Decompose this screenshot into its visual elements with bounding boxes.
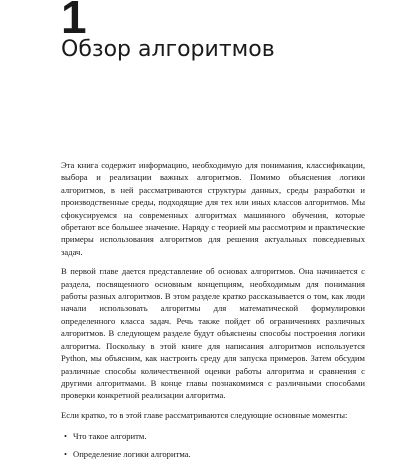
list-item-text: Что такое алгоритм. xyxy=(73,431,147,442)
list-item-text: Определение логики алгоритма. xyxy=(73,448,191,459)
bullet-icon: • xyxy=(64,448,68,459)
chapter-title: Обзор алгоритмов xyxy=(61,37,275,62)
chapter-overview-paragraph: В первой главе дается представление об основах алгоритмов. Она начинается с раздела, посвященного основным концепциям, необходимым для понимания работы разных алгоритмов. В этом разделе кратко рассказывается о том, как люди начали использовать алгоритмы для математической формулировки определенного класса задач. Речь также пойдет об ограничениях различных алгоритмов. В следующем разделе будут объяснены способы построения логики алгоритма. Поскольку в этой книге для написания алгоритмов используется Python, мы объясним, как настроить среду для запуска примеров. Затем обсудим различные способы количественной оценки работы алгоритма и сравнения с другими алгоритмами. В конце главы познакомимся с различными способами проверки конкретной реализации алгоритма. xyxy=(61,266,365,401)
bullet-icon: • xyxy=(64,431,68,442)
intro-paragraph: Эта книга содержит информацию, необходимую для понимания, классификации, выбора и реализации важных алгоритмов. Помимо объяснения логики алгоритмов, в ней рассматриваются структуры данных, среды разработки и производственные среды, подходящие для тех или иных классов алгоритмов. Мы сфокусируемся на современных алгоритмах машинного обучения, которые обретают все большее значение. Наряду с теорией мы рассмотрим и практические примеры использования алгоритмов для решения актуальных повседневных задач. xyxy=(61,160,365,257)
list-item xyxy=(61,428,365,446)
body-text xyxy=(61,159,365,463)
list-item xyxy=(61,446,365,463)
chapter-number: 1 xyxy=(61,0,87,43)
topics-list xyxy=(61,428,365,463)
summary-lead-paragraph: Если кратко, то в этой главе рассматриваются следующие основные моменты: xyxy=(61,409,348,420)
